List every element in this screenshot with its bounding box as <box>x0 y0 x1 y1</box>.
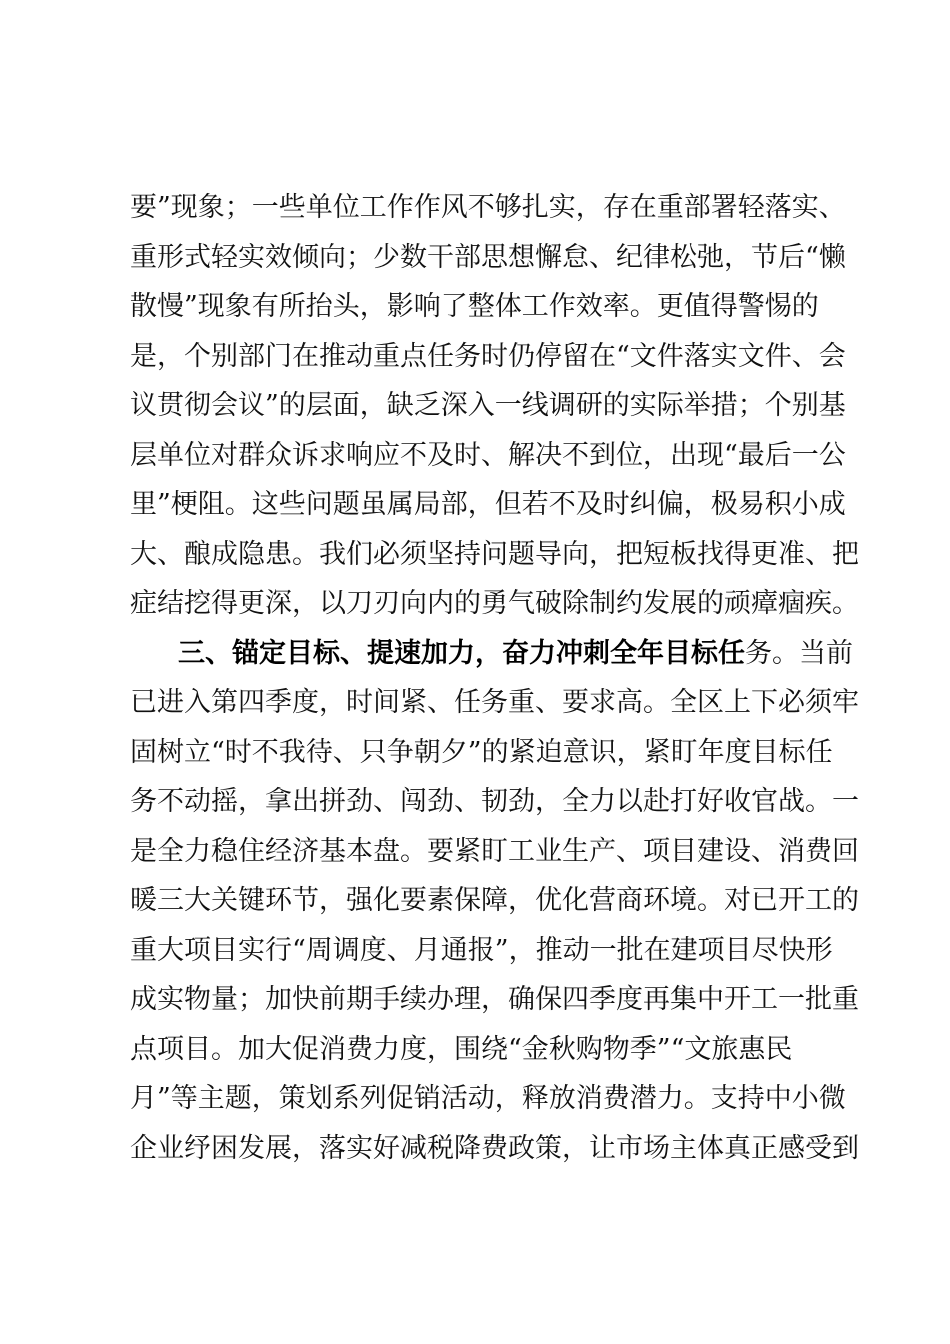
text-line: 议贯彻会议”的层面，缺乏深入一线调研的实际举措；个别基 <box>130 390 846 421</box>
text-line: 固树立“时不我待、只争朝夕”的紧迫意识，紧盯年度目标任 <box>130 736 833 768</box>
section-heading-tail: 务。当前 <box>745 637 853 669</box>
text-line: 月”等主题，策划系列促销活动，释放消费潜力。支持中小微 <box>130 1083 846 1114</box>
text-line: 已进入第四季度，时间紧、任务重、要求高。全区上下必须牢 <box>130 687 859 718</box>
text-line: 是，个别部门在推动重点任务时仍停留在“文件落实文件、会 <box>130 340 846 372</box>
text-line: 暖三大关键环节，强化要素保障，优化营商环境。对已开工的 <box>130 885 859 916</box>
text-line: 里”梗阻。这些问题虽属局部，但若不及时纠偏，极易积小成 <box>130 489 846 520</box>
text-line: 要”现象；一些单位工作作风不够扎实，存在重部署轻落实、 <box>130 192 846 223</box>
text-line: 大、酿成隐患。我们必须坚持问题导向，把短板找得更准、把 <box>130 538 859 570</box>
section-heading-line <box>130 629 853 679</box>
text-line: 重形式轻实效倾向；少数干部思想懈怠、纪律松弛，节后“懒 <box>130 241 846 273</box>
text-line: 重大项目实行“周调度、月通报”，推动一批在建项目尽快形 <box>130 934 833 966</box>
section-heading: 三、锚定目标、提速加力，奋力冲刺全年目标任 <box>178 637 745 669</box>
text-line: 层单位对群众诉求响应不及时、解决不到位，出现“最后一公 <box>130 439 846 471</box>
text-line: 症结挖得更深，以刀刃向内的勇气破除制约发展的顽瘴痼疾。 <box>130 588 859 619</box>
text-line: 务不动摇，拿出拼劲、闯劲、韧劲，全力以赴打好收官战。一 <box>130 786 859 817</box>
text-line: 点项目。加大促消费力度，围绕“金秋购物季”“文旅惠民 <box>130 1033 793 1065</box>
text-line: 是全力稳住经济基本盘。要紧盯工业生产、项目建设、消费回 <box>130 835 859 867</box>
text-line: 企业纾困发展，落实好减税降费政策，让市场主体真正感受到 <box>130 1132 859 1164</box>
text-line: 成实物量；加快前期手续办理，确保四季度再集中开工一批重 <box>130 984 859 1015</box>
body-text <box>130 183 859 1173</box>
text-line: 散慢”现象有所抬头，影响了整体工作效率。更值得警惕的 <box>130 291 819 322</box>
